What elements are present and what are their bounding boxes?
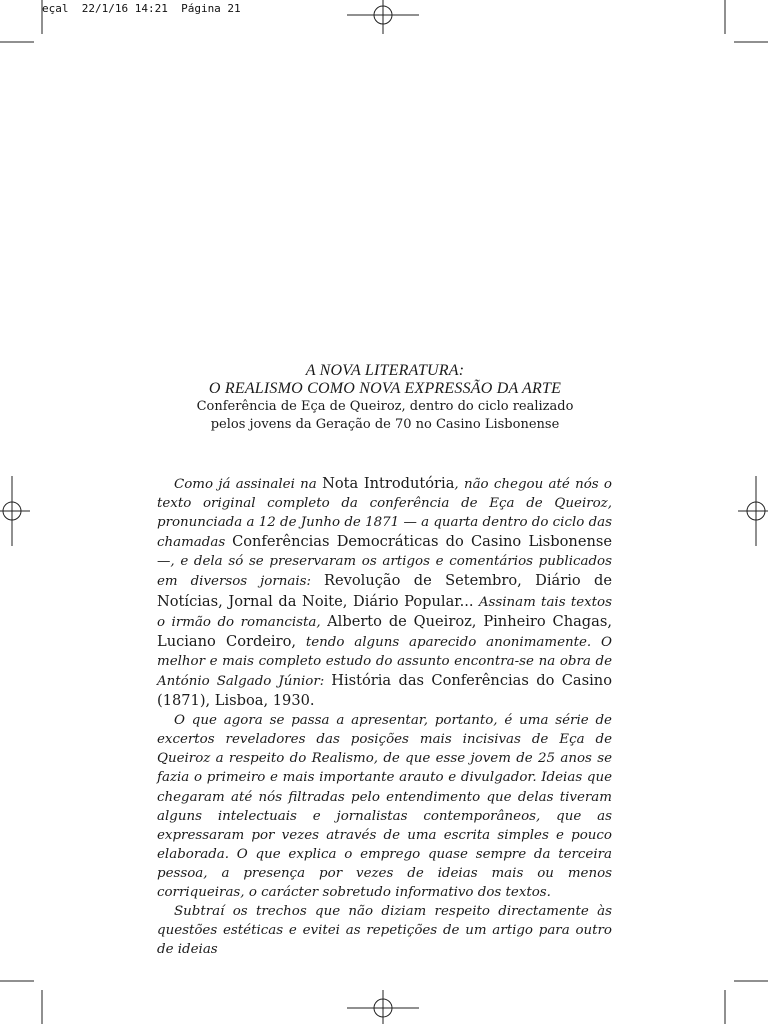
text-run: Revolução de Setembro, Diário de Notícias, Jornal da Noite, Diário Popular... bbox=[157, 572, 612, 610]
text-run: , não chegou até nós o texto original completo da conferência de Eça de Queiroz, pronunciada a 12 de Junho de 1871 — a quarta dentro do ciclo das chamadas bbox=[157, 477, 612, 551]
registration-mark-top bbox=[347, 0, 419, 34]
heading-title-line-2: O REALISMO COMO NOVA EXPRESSÃO DA ARTE bbox=[208, 380, 562, 397]
paragraph-3 bbox=[157, 902, 612, 959]
heading-title-line-1: A NOVA LITERATURA: bbox=[305, 362, 465, 379]
text-run: O que agora se passa a apresentar, portanto, é uma série de excertos reveladores das posições mais incisivas de Eça de Queiroz a respeito do Realismo, de que esse jovem de 25 anos se fazia o primeiro e mais importante arauto e divulgador. Ideias que chegaram até nós filtradas pelo entendimento que delas tiveram alguns intelectuais e jornalistas contemporâneos, que as expressaram por vezes através de uma escrita simples e pouco elaborada. O que explica o emprego quase sempre da terceira pessoa, a presença por vezes de ideias mais ou menos corriqueiras, o carácter sobretudo informativo dos textos. bbox=[157, 713, 612, 900]
text-run: —, e dela só se preservaram os artigos e comentários publicados em diversos jornais: bbox=[157, 554, 612, 590]
print-slug: eçal 22/1/16 14:21 Página 21 bbox=[42, 2, 241, 15]
text-run: Conferências Democráticas do Casino Lisbonense bbox=[232, 533, 612, 551]
registration-mark-right bbox=[738, 476, 768, 546]
heading-subtitle-line-2: pelos jovens da Geração de 70 no Casino Lisbonense bbox=[210, 417, 560, 432]
registration-mark-bottom bbox=[347, 990, 419, 1024]
text-run: Nota Introdutória bbox=[322, 475, 455, 492]
heading-subtitle-line-1: Conferência de Eça de Queiroz, dentro do ciclo realizado bbox=[196, 399, 574, 414]
text-run: História das Conferências do Casino (1871), Lisboa, 1930. bbox=[157, 671, 612, 710]
text-run: Alberto de Queiroz, Pinheiro Chagas, Luciano Cordeiro, bbox=[157, 612, 612, 650]
chapter-heading bbox=[160, 362, 610, 434]
text-run: Subtraí os trechos que não diziam respeito directamente às questões estéticas e evitei as repetições de um artigo para outro de ideias bbox=[157, 904, 612, 958]
paragraph-2 bbox=[157, 711, 612, 902]
body-text bbox=[157, 474, 612, 959]
text-run: Como já assinalei na bbox=[174, 477, 323, 492]
text-run: Assinam tais textos o irmão do romancista, bbox=[157, 594, 612, 630]
paragraph-1 bbox=[157, 474, 612, 711]
text-run: tendo alguns aparecido anonimamente. O melhor e mais completo estudo do assunto encontra-se na obra de António Salgado Júnior: bbox=[157, 634, 612, 689]
registration-mark-left bbox=[0, 476, 30, 546]
